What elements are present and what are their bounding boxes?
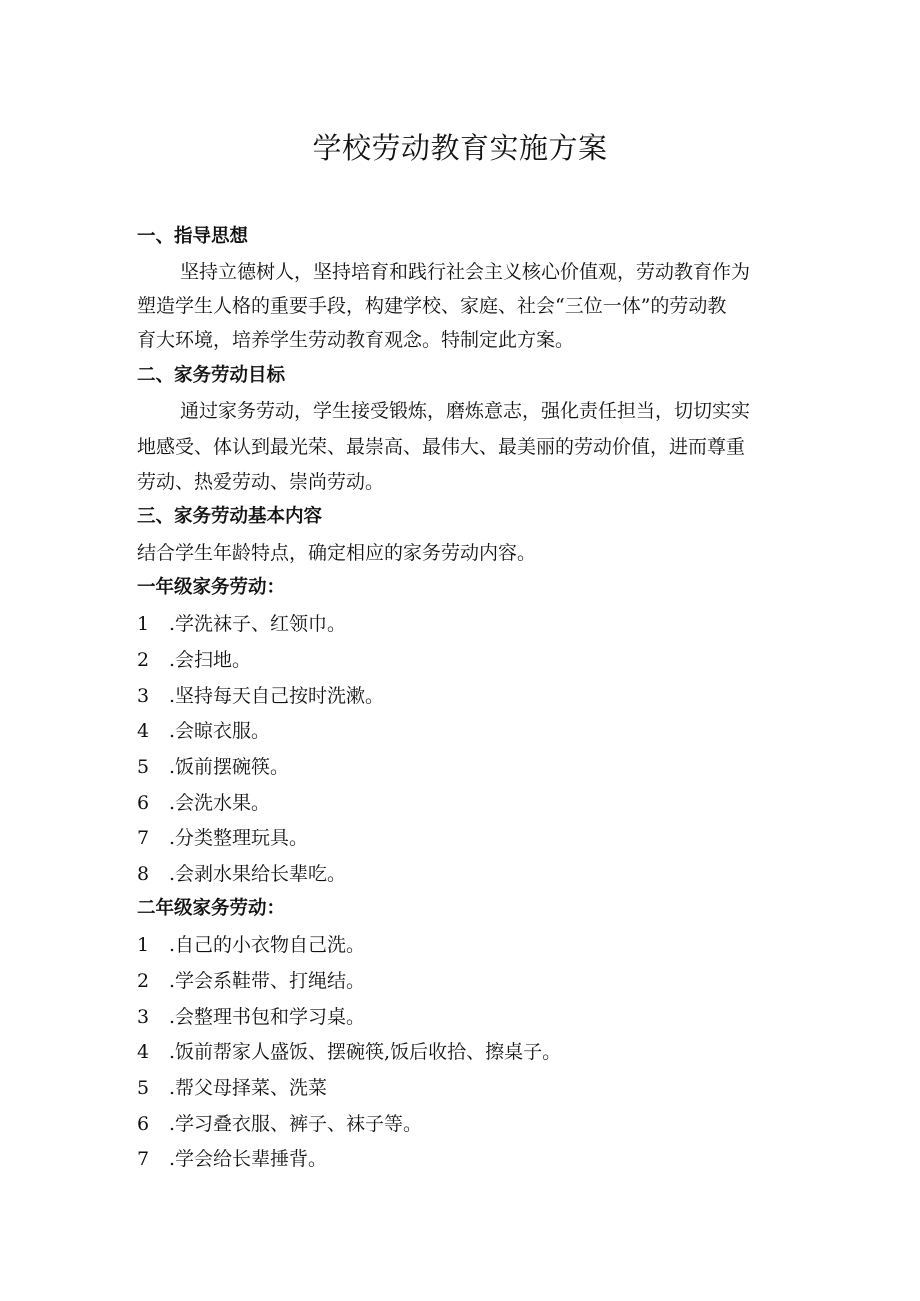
- list-item: 2 .学会系鞋带、打绳结。: [137, 970, 366, 992]
- section-heading-guiding-ideology: 一、指导思想: [137, 226, 249, 247]
- list-item: 4 .会晾衣服。: [137, 720, 271, 742]
- section-heading-basic-content: 三、家务劳动基本内容: [137, 506, 323, 527]
- paragraph-line: 坚持立德树人，坚持培育和践行社会主义核心价值观，劳动教育作为: [180, 261, 751, 283]
- list-item: 7 .学会给长辈捶背。: [137, 1148, 328, 1170]
- paragraph-line: 地感受、体认到最光荣、最崇高、最伟大、最美丽的劳动价值，进而尊重: [137, 436, 746, 458]
- section-heading-housework-goals: 二、家务劳动目标: [137, 365, 286, 386]
- list-item: 5 .帮父母择菜、洗菜: [137, 1077, 328, 1099]
- list-item: 1 .学洗袜子、红领巾。: [137, 613, 347, 635]
- paragraph-line: 育大环境，培养学生劳动教育观念。特制定此方案。: [137, 329, 575, 351]
- paragraph-line: 劳动、热爱劳动、崇尚劳动。: [137, 471, 385, 493]
- list-item: 6 .会洗水果。: [137, 792, 271, 814]
- list-item: 7 .分类整理玩具。: [137, 827, 309, 849]
- list-item: 2 .会扫地。: [137, 649, 252, 671]
- list-item: 6 .学习叠衣服、裤子、袜子等。: [137, 1113, 423, 1135]
- section-intro: 结合学生年龄特点，确定相应的家务劳动内容。: [137, 542, 537, 564]
- list-item: 8 .会剥水果给长辈吃。: [137, 863, 347, 885]
- list-item: 3 .坚持每天自己按时洗漱。: [137, 685, 385, 707]
- list-item: 4 .饭前帮家人盛饭、摆碗筷,饭后收拾、擦桌子。: [137, 1041, 562, 1063]
- paragraph-line: 塑造学生人格的重要手段，构建学校、家庭、社会“三位一体”的劳动教: [137, 295, 727, 317]
- document-title: 学校劳动教育实施方案: [312, 131, 608, 165]
- list-item: 3 .会整理书包和学习桌。: [137, 1006, 366, 1028]
- grade-heading-grade1: 一年级家务劳动：: [137, 577, 286, 598]
- grade-heading-grade2: 二年级家务劳动：: [137, 898, 286, 919]
- list-item: 1 .自己的小衣物自己洗。: [137, 934, 366, 956]
- paragraph-line: 通过家务劳动，学生接受锻炼，磨炼意志，强化责任担当，切切实实: [180, 400, 751, 422]
- list-item: 5 .饭前摆碗筷。: [137, 756, 290, 778]
